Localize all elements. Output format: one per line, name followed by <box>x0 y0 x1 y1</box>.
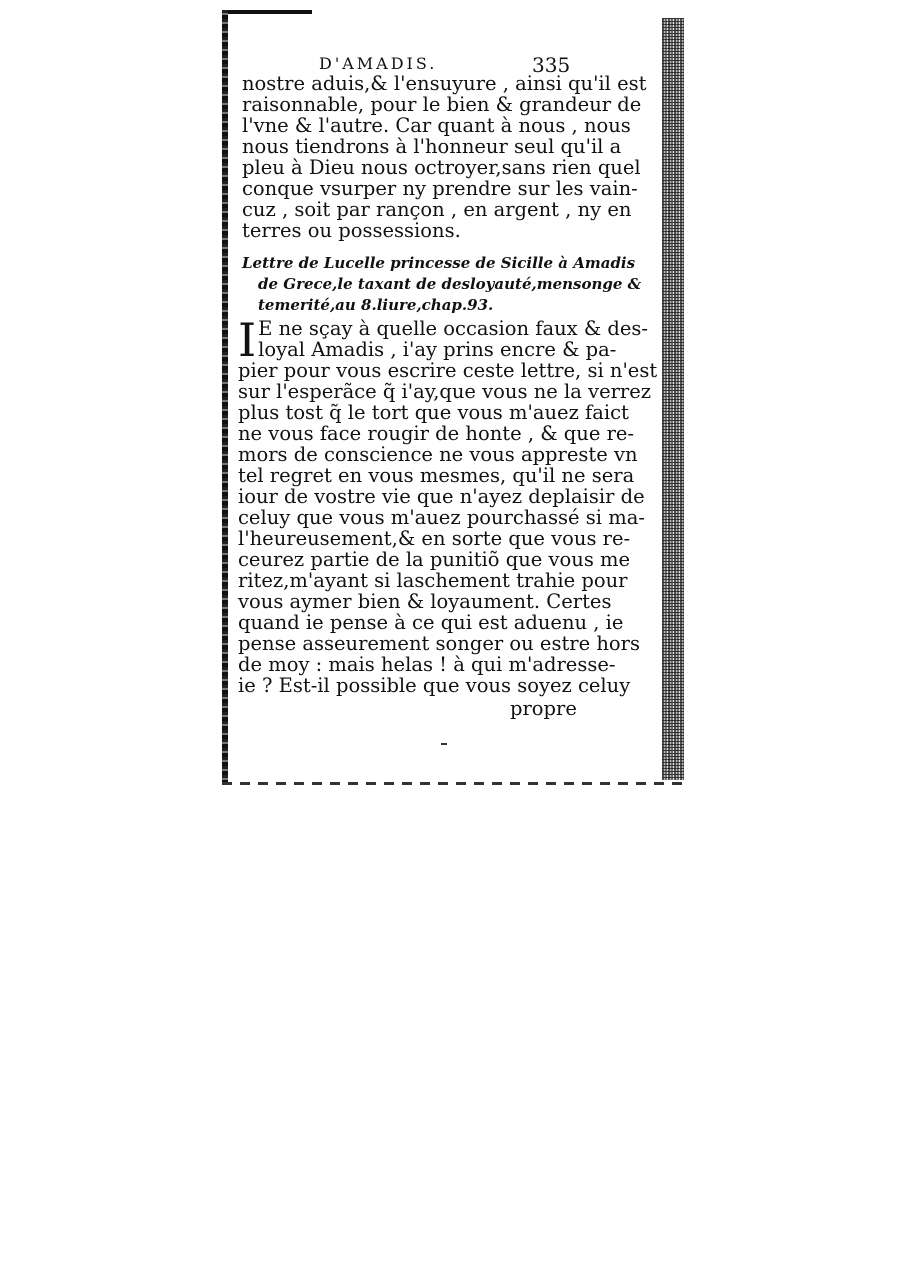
heading-line: de Grece,le taxant de desloyauté,mensonge & <box>258 275 642 293</box>
text-line: celuy que vous m'auez pourchassé si ma- <box>238 506 645 529</box>
page-gutter-edge <box>662 18 684 780</box>
text-line: quand ie pense à ce qui est aduenu , ie <box>238 611 624 634</box>
text-line: pense asseurement songer ou estre hors <box>238 632 640 655</box>
text-line: loyal Amadis , i'ay prins encre & pa- <box>258 338 617 361</box>
text-line: nostre aduis,& l'ensuyure , ainsi qu'il est <box>242 72 647 95</box>
text-line: cuz , soit par rançon , en argent , ny en <box>242 198 632 221</box>
paragraph-1 <box>242 72 647 242</box>
text-line: plus tost q̃ le tort que vous m'auez faict <box>238 401 629 424</box>
drop-cap: I <box>238 313 257 367</box>
text-line: raisonnable, pour le bien & grandeur de <box>242 93 642 116</box>
text-line: mors de conscience ne vous appreste vn <box>238 443 638 466</box>
text-line: ceurez partie de la punitiõ que vous me <box>238 548 631 571</box>
heading-line: Lettre de Lucelle princesse de Sicille à Amadis <box>242 254 636 272</box>
text-line: ne vous face rougir de honte , & que re- <box>238 422 635 445</box>
heading-line: temerité,au 8.liure,chap.93. <box>258 296 494 314</box>
page-bottom-edge <box>222 782 684 785</box>
page-left-edge <box>222 10 228 785</box>
text-line: ritez,m'ayant si laschement trahie pour <box>238 569 628 592</box>
text-line: pier pour vous escrire ceste lettre, si n'est <box>238 359 658 382</box>
text-line: l'vne & l'autre. Car quant à nous , nous <box>242 114 631 137</box>
text-line: vous aymer bien & loyaument. Certes <box>238 590 612 613</box>
page-number: 335 <box>532 53 571 77</box>
printer-mark <box>441 743 447 745</box>
text-line: iour de vostre vie que n'ayez deplaisir de <box>238 485 645 508</box>
text-line: de moy : mais helas ! à qui m'adresse- <box>238 653 616 676</box>
text-line: terres ou possessions. <box>242 219 461 242</box>
text-line: conque vsurper ny prendre sur les vain- <box>242 177 638 200</box>
text-line: l'heureusement,& en sorte que vous re- <box>238 527 631 550</box>
page-top-edge <box>222 10 312 14</box>
text-line: E ne sçay à quelle occasion faux & des- <box>258 317 649 340</box>
letter-heading <box>242 253 642 316</box>
text-line: sur l'esperãce q̃ i'ay,que vous ne la verrez <box>238 380 652 403</box>
text-line: ie ? Est-il possible que vous soyez celuy <box>238 674 631 697</box>
text-line: nous tiendrons à l'honneur seul qu'il a <box>242 135 622 158</box>
catchword: propre <box>510 697 577 720</box>
book-page <box>222 10 684 785</box>
text-line: pleu à Dieu nous octroyer,sans rien quel <box>242 156 641 179</box>
running-head: D'AMADIS. <box>319 54 438 73</box>
paragraph-2 <box>238 313 658 697</box>
text-line: tel regret en vous mesmes, qu'il ne sera <box>238 464 635 487</box>
